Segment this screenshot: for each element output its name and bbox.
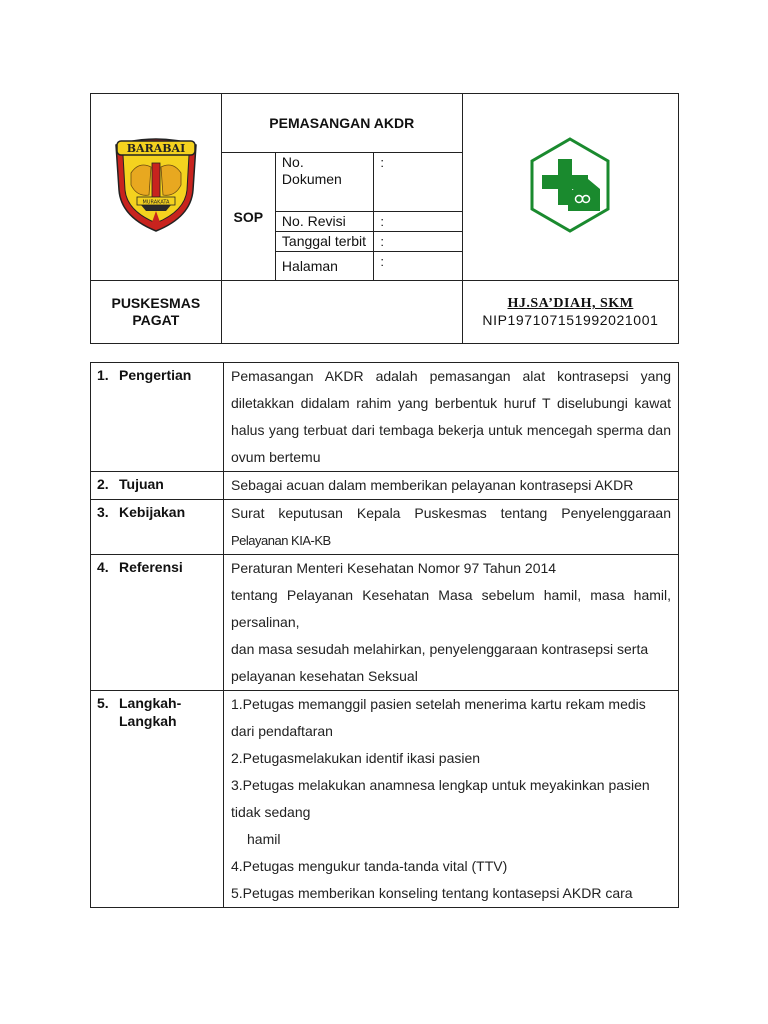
section-title: Pengertian bbox=[119, 367, 192, 383]
section-row-tujuan bbox=[91, 472, 679, 500]
step-line: 1.Petugas memanggil pasien setelah menerima kartu rekam medis dari pendaftaran bbox=[231, 696, 646, 739]
step-line: 2.Petugasmelakukan identif ikasi pasien bbox=[231, 750, 481, 766]
section-content bbox=[224, 555, 679, 691]
section-title-line: Langkah- bbox=[119, 695, 182, 711]
section-label bbox=[91, 472, 224, 500]
document-header-table bbox=[90, 93, 679, 344]
section-content: Pemasangan AKDR adalah pemasangan alat kontrasepsi yang diletakkan didalam rahim yang berbentuk huruf T diselubungi kawat halus yang terbuat dari tembaga bekerja untuk mencegah sperma dan ovum bertemu bbox=[224, 363, 679, 472]
puskesmas-logo bbox=[528, 137, 612, 233]
step-line: 4.Petugas mengukur tanda-tanda vital (TTV) bbox=[231, 858, 508, 874]
meta-value-tanggal-terbit: : bbox=[374, 232, 462, 252]
section-number: 4. bbox=[97, 559, 109, 575]
meta-value-halaman: : bbox=[374, 252, 462, 281]
section-content: Sebagai acuan dalam memberikan pelayanan kontrasepsi AKDR bbox=[224, 472, 679, 500]
section-label bbox=[91, 555, 224, 691]
section-label bbox=[91, 691, 224, 908]
section-number: 5. bbox=[97, 695, 109, 711]
meta-label-tanggal-terbit: Tanggal terbit bbox=[275, 232, 374, 252]
section-label bbox=[91, 363, 224, 472]
meta-label-no-revisi: No. Revisi bbox=[275, 212, 374, 232]
section-number: 3. bbox=[97, 504, 109, 520]
section-number: 2. bbox=[97, 476, 109, 492]
section-content bbox=[224, 500, 679, 555]
section-row-pengertian bbox=[91, 363, 679, 472]
organization-name bbox=[91, 281, 222, 344]
signer-name: HJ.SA’DIAH, SKM bbox=[507, 296, 634, 311]
step-line: 5.Petugas memberikan konseling tentang kontasepsi AKDR cara bbox=[231, 885, 633, 901]
sop-label: SOP bbox=[221, 153, 275, 281]
section-content bbox=[224, 691, 679, 908]
section-title bbox=[119, 694, 181, 730]
barabai-crest-logo bbox=[111, 135, 201, 235]
left-logo-cell bbox=[91, 94, 222, 281]
section-row-langkah bbox=[91, 691, 679, 908]
meta-label-halaman: Halaman bbox=[275, 252, 374, 281]
crest-banner-text: BARABAI bbox=[126, 141, 186, 155]
meta-value-no-revisi: : bbox=[374, 212, 462, 232]
meta-label-no-dokumen: No. Dokumen bbox=[275, 153, 374, 212]
content-line: Surat keputusan Kepala Puskesmas tentang Penyelenggaraan bbox=[231, 505, 671, 521]
section-title: Referensi bbox=[119, 559, 183, 575]
section-title: Tujuan bbox=[119, 476, 164, 492]
right-logo-cell bbox=[462, 94, 678, 281]
content-line: Peraturan Menteri Kesehatan Nomor 97 Tahun 2014 bbox=[231, 560, 557, 576]
signer-nip: NIP197107151992021001 bbox=[482, 312, 659, 328]
blank-cell bbox=[221, 281, 462, 344]
section-row-kebijakan bbox=[91, 500, 679, 555]
step-line: 3.Petugas melakukan anamnesa lengkap untuk meyakinkan pasien tidak sedang bbox=[231, 777, 650, 820]
organization-line-2: PAGAT bbox=[132, 312, 180, 328]
content-line: pelayanan kesehatan Seksual bbox=[231, 668, 418, 684]
document-title: PEMASANGAN AKDR bbox=[221, 94, 462, 153]
procedure-table bbox=[90, 362, 679, 908]
section-title-line: Langkah bbox=[119, 713, 177, 729]
meta-value-no-dokumen: : bbox=[374, 153, 462, 212]
crest-ribbon-text: MURAKATA bbox=[142, 199, 170, 205]
content-line: tentang Pelayanan Kesehatan Masa sebelum hamil, masa hamil, persalinan, bbox=[231, 587, 671, 630]
step-line: hamil bbox=[247, 831, 281, 847]
organization-line-1: PUSKESMAS bbox=[111, 295, 201, 311]
section-label bbox=[91, 500, 224, 555]
signer-block bbox=[462, 281, 678, 344]
section-number: 1. bbox=[97, 367, 109, 383]
content-line: dan masa sesudah melahirkan, penyelenggaraan kontrasepsi serta bbox=[231, 641, 649, 657]
section-row-referensi bbox=[91, 555, 679, 691]
content-line: Pelayanan KIA-KB bbox=[231, 533, 331, 548]
section-title: Kebijakan bbox=[119, 504, 186, 520]
